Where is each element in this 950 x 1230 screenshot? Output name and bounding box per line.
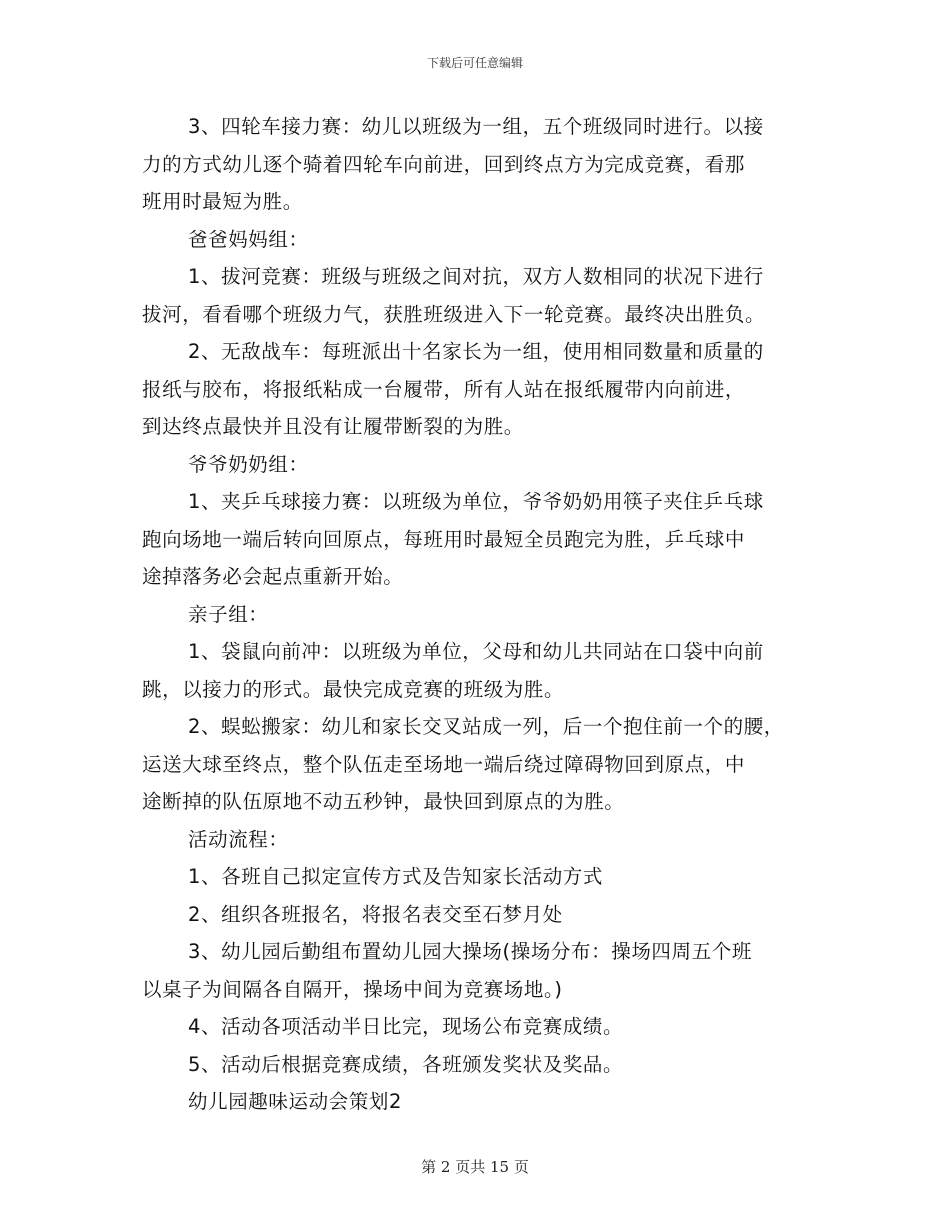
paragraph-line: 拔河，看看哪个班级力气，获胜班级进入下一轮竞赛。最终决出胜负。 — [142, 303, 766, 326]
paragraph-line: 跑向场地一端后转向回原点，每班用时最短全员跑完为胜，乒乓球中 — [142, 528, 746, 551]
paragraph-line: 2、组织各班报名，将报名表交至石梦月处 — [188, 903, 563, 926]
section-heading: 爷爷奶奶组： — [188, 453, 309, 476]
section-heading: 幼儿园趣味运动会策划2 — [188, 1090, 403, 1113]
paragraph-line: 1、袋鼠向前冲：以班级为单位，父母和幼儿共同站在口袋中向前 — [188, 640, 764, 663]
paragraph-line: 4、活动各项活动半日比完，现场公布竞赛成绩。 — [188, 1015, 624, 1038]
paragraph-line: 1、夹乒乓球接力赛：以班级为单位，爷爷奶奶用筷子夹住乒乓球 — [188, 490, 764, 513]
paragraph-line: 1、拔河竞赛：班级与班级之间对抗，双方人数相同的状况下进行 — [188, 265, 764, 288]
paragraph-line: 途断掉的队伍原地不动五秒钟，最快回到原点的为胜。 — [142, 790, 625, 813]
paragraph-line: 以桌子为间隔各自隔开，操场中间为竞赛场地。) — [142, 978, 563, 1001]
paragraph-line: 班用时最短为胜。 — [142, 190, 303, 213]
paragraph-line: 到达终点最快并且没有让履带断裂的为胜。 — [142, 415, 524, 438]
paragraph-line: 1、各班自己拟定宣传方式及告知家长活动方式 — [188, 865, 604, 888]
paragraph-line: 跳，以接力的形式。最快完成竞赛的班级为胜。 — [142, 678, 565, 701]
page-header: 下载后可任意编辑 — [426, 56, 523, 70]
paragraph-line: 途掉落务必会起点重新开始。 — [142, 565, 404, 588]
section-heading: 活动流程： — [188, 828, 289, 851]
paragraph-line: 报纸与胶布，将报纸粘成一台履带，所有人站在报纸履带内向前进， — [142, 378, 746, 401]
section-heading: 亲子组： — [188, 603, 269, 626]
section-heading: 爸爸妈妈组： — [188, 228, 309, 251]
paragraph-line: 2、无敌战车：每班派出十名家长为一组，使用相同数量和质量的 — [188, 340, 764, 363]
paragraph-line: 5、活动后根据竞赛成绩，各班颁发奖状及奖品。 — [188, 1053, 624, 1076]
paragraph-line: 运送大球至终点，整个队伍走至场地一端后绕过障碍物回到原点，中 — [142, 753, 746, 776]
paragraph-line: 3、幼儿园后勤组布置幼儿园大操场(操场分布：操场四周五个班 — [188, 940, 752, 963]
paragraph-line: 3、四轮车接力赛：幼儿以班级为一组，五个班级同时进行。以接 — [188, 115, 764, 138]
page-footer: 第 2 页共 15 页 — [421, 1158, 529, 1176]
paragraph-line: 2、蜈蚣搬家：幼儿和家长交叉站成一列，后一个抱住前一个的腰， — [188, 715, 784, 738]
paragraph-line: 力的方式幼儿逐个骑着四轮车向前进，回到终点方为完成竞赛，看那 — [142, 153, 746, 176]
